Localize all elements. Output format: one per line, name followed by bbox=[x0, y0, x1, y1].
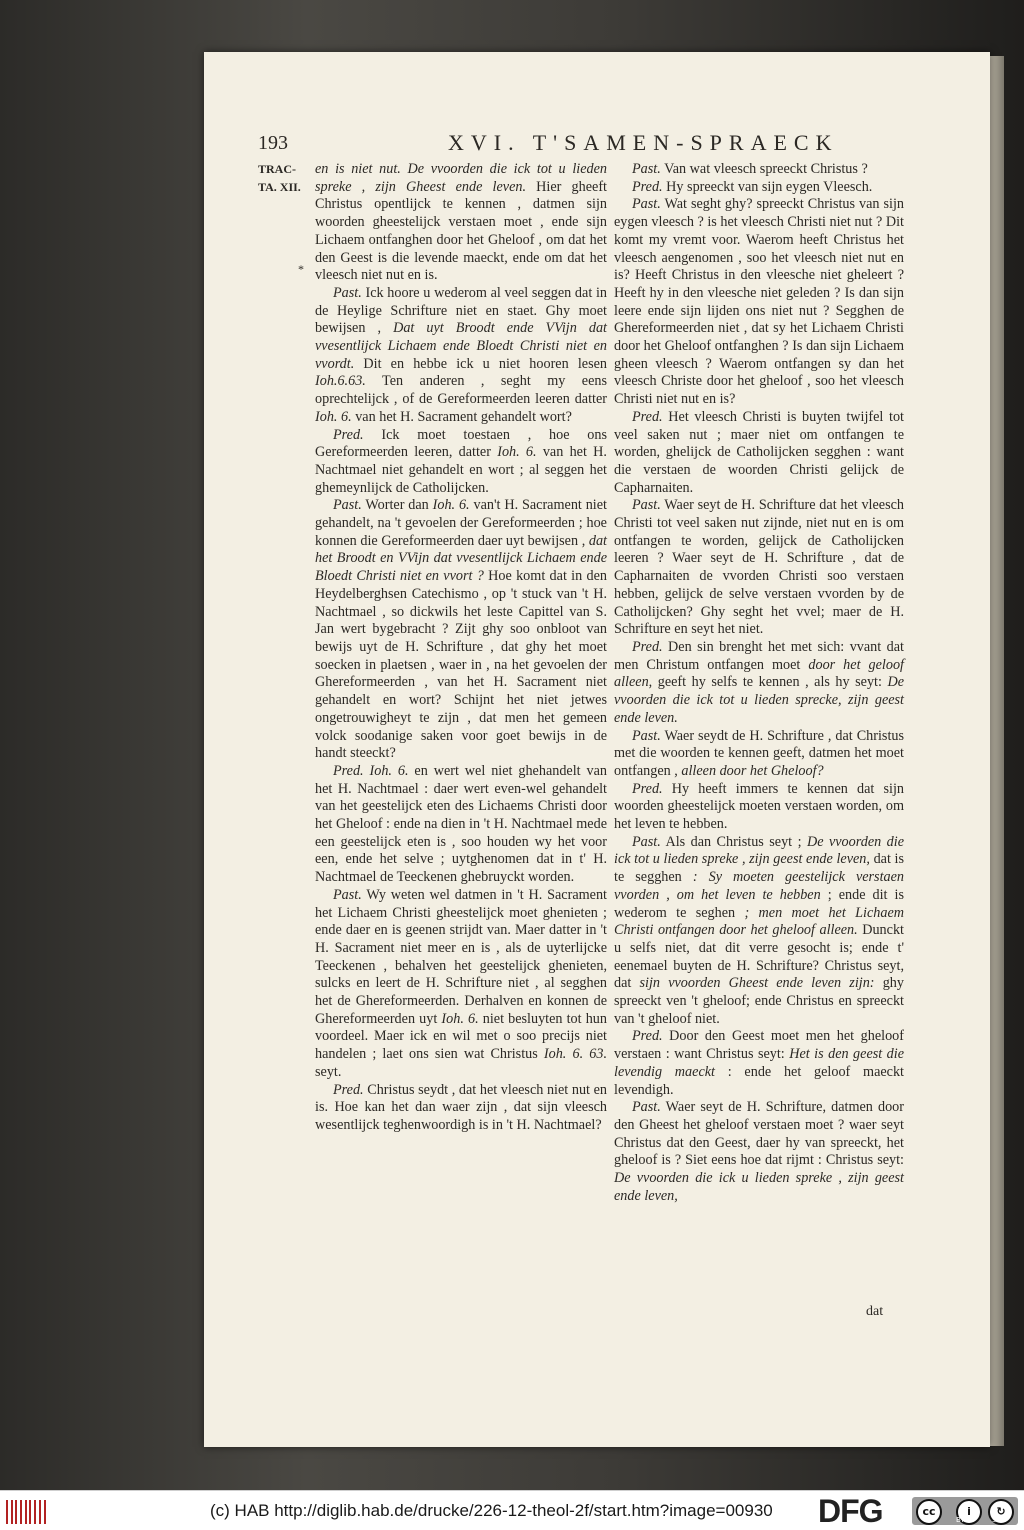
text-run: Hy spreeckt van sijn eygen Vleesch. bbox=[662, 178, 873, 195]
text-run: Past. bbox=[632, 833, 661, 850]
paragraph bbox=[614, 497, 904, 639]
text-run: Pred. bbox=[632, 1028, 663, 1045]
text-run: Ioh. 6. 63. bbox=[543, 1046, 607, 1063]
text-run: Pred. bbox=[632, 178, 663, 195]
text-run: Dunckt u selfs niet, dat dit verre gesocht is; ende t' eenemael buyten de H. Schrifture? Christus seyt, dat bbox=[614, 922, 904, 992]
margin-note-line-2: TA. XII. bbox=[258, 180, 301, 194]
text-run: Ten anderen , seght my eens oprechtelijck , of de Gereformeerden leeren datter bbox=[315, 373, 607, 408]
paragraph bbox=[614, 409, 904, 498]
text-run: Christus seydt , dat het vleesch niet nut en is. Hoe kan het dan waer zijn , dat sijn vleesch wesentlijck teghenwoordigh is in 't H. Nachtmael? bbox=[315, 1081, 607, 1133]
text-run: ; men moet het Lichaem Christi ontfangen door het gheloof alleen. bbox=[614, 904, 904, 939]
page-header bbox=[258, 132, 908, 160]
paragraph bbox=[315, 285, 607, 427]
text-run: dat is te segghen bbox=[614, 851, 905, 886]
text-run: Past. bbox=[333, 886, 362, 903]
paragraph bbox=[614, 639, 904, 728]
text-run: Als dan Christus seyt ; bbox=[660, 833, 807, 850]
text-run: De vvoorden die ick tot u lieden sprecke, zijn geest ende leven. bbox=[614, 674, 904, 726]
text-run: Het is den geest die levendig maeckt bbox=[614, 1046, 904, 1080]
paragraph bbox=[614, 161, 904, 179]
text-run: door het geloof alleen, bbox=[614, 656, 904, 691]
paragraph bbox=[614, 728, 904, 781]
text-run: Ick moet toestaen , hoe ons Gereformeerden leeren, datter bbox=[315, 426, 607, 461]
text-run: Dit en hebbe ick u niet hooren lesen bbox=[354, 355, 607, 372]
text-run: Waer seyt de H. Schrifture, datmen door den Gheest het gheloof verstaen moet ? waer seyt Christus dat den Geest, daer hy van spreeckt, het gheloof is ? Siet eens hoe dat rijmt : Christus seyt: bbox=[614, 1099, 904, 1169]
text-run: Worter dan bbox=[361, 497, 433, 514]
text-run: seyt. bbox=[315, 1063, 342, 1080]
barcode-icon bbox=[6, 1500, 50, 1524]
text-run: Ioh. 6. bbox=[315, 408, 352, 425]
paragraph bbox=[614, 179, 904, 197]
page-edge bbox=[990, 56, 1004, 1446]
paragraph bbox=[315, 1082, 607, 1135]
text-column-left bbox=[315, 161, 607, 1135]
paragraph bbox=[614, 1099, 904, 1205]
text-run: Hier gheeft Christus opentlijck te kennen , datmen sijn woorden gheestelijck verstaen moet , ende sijn Lichaem ontfanghen door het Gheloof , om dat het den Geest is die levende maeckt, ende om dat het vleesch niet nut en is. bbox=[315, 178, 607, 284]
margin-note bbox=[258, 160, 318, 196]
text-run: Hy heeft immers te kennen dat sijn woorden gheestelijck moeten verstaen worden, om het leven te hebben. bbox=[614, 780, 904, 833]
text-run: De vvoorden die ick u lieden spreke , zijn geest ende leven, bbox=[614, 1170, 904, 1204]
text-run: Ioh. 6. bbox=[369, 762, 409, 779]
text-run: Past. bbox=[632, 196, 661, 213]
text-run: Waer seyt de H. Schrifture dat het vleesch Christi tot veel saken nut zijnde, niet nut en is om ontfangen te worden, gelijck de Catholijcken leeren ? Waer seyt de H. Schrifture , dat de Capharnaiten de vvorden Christi soo verstaen hebben, gelijck de selve verstaen vvorden by de Catholijcken? Ghy seght het vvel; maer de H. Schrifture en seyt het niet. bbox=[614, 497, 904, 638]
text-run: De vvoorden die ick tot u lieden spreke , zijn geest ende leven, bbox=[614, 833, 904, 868]
paragraph bbox=[315, 887, 607, 1082]
text-run: Het vleesch Christi is buyten twijfel tot veel saken nut ; maer niet om ontfangen te worden, ghelijck de Catholijcken segghen : want die verstaen de woorden Christi gelijck de Capharnaiten. bbox=[614, 408, 904, 496]
text-run: Past. bbox=[632, 727, 661, 744]
text-run: van't H. Sacrament niet gehandelt, na 't gevoelen der Gereformeerden ; hoe konnen die Gereformeerden daer uyt bewijsen , bbox=[315, 497, 607, 549]
text-column-right bbox=[614, 161, 904, 1205]
dfg-logo: DFG bbox=[818, 1493, 883, 1529]
footer-bar bbox=[0, 1490, 1024, 1530]
text-run: Pred. bbox=[632, 638, 663, 655]
text-run: Ioh.6.63. bbox=[315, 373, 366, 390]
text-run: van het H. Sacrament gehandelt wort? bbox=[351, 408, 572, 425]
text-run: Past. bbox=[632, 1099, 661, 1116]
text-run: Pred. bbox=[632, 780, 663, 797]
paragraph bbox=[315, 161, 607, 285]
text-run: alleen door het Gheloof? bbox=[681, 762, 824, 779]
paragraph bbox=[614, 781, 904, 834]
text-run: niet besluyten tot hun voordeel. Maer ick en wil met o soo precijs niet handelen ; laet ons sien wat Christus bbox=[315, 1010, 607, 1063]
text-run: Pred. bbox=[333, 1081, 364, 1098]
text-run: : Sy moeten geestelijck verstaen vvorden , om het leven te hebben bbox=[614, 869, 905, 903]
paragraph bbox=[315, 497, 607, 763]
page-number: 193 bbox=[258, 132, 288, 154]
text-run: Ioh. 6. bbox=[497, 444, 537, 461]
text-run: en is niet nut. De vvoorden die ick tot u lieden spreke , zijn Gheest ende leven. bbox=[315, 161, 607, 195]
text-run: Pred. bbox=[333, 762, 364, 779]
text-run: sijn vvoorden Gheest ende leven zijn: bbox=[639, 975, 875, 992]
text-run: geeft hy selfs te kennen , als hy seyt: bbox=[652, 674, 888, 691]
paragraph bbox=[315, 763, 607, 887]
text-run: Past. bbox=[632, 161, 661, 177]
by-icon: i bbox=[956, 1499, 982, 1525]
text-run: Ick hoore u wederom al veel seggen dat in de Heylige Schrifture niet en staet. Ghy moet bewijsen , bbox=[315, 284, 607, 337]
text-run: Hoe komt dat in den Heydelberghsen Catechismo , op 't stuck van 't H. Nachtmael , so dickwils het leste Capittel van S. Jan wert bygebracht ? Zijt ghy soo onbloot van bewijs uyt de H. Schrifture , dat ghy het moet soecken in plaetsen , waer in , na het gevoelen der Ghereformeerden , van het H. Sacrament niet gehandelt en wort? Schijnt het niet jetwes ongetrouwigheyt te zijn , dat men het gemeen volck soodanige saken voor goet bewijs in de handt steeckt? bbox=[315, 568, 607, 762]
copyright-url[interactable]: (c) HAB http://diglib.hab.de/drucke/226-12-theol-2f/start.htm?image=00930 bbox=[210, 1501, 773, 1520]
margin-note-line-1: TRAC- bbox=[258, 162, 296, 176]
text-run: Den sin brenght het met sich: vvant dat men Christum ontfangen moet bbox=[614, 638, 904, 673]
text-run: en wert wel niet ghehandelt van het H. Nachtmael : daer wert even-wel gehandelt van het geestelijck eten des Lichaems Christi door het Gheloof : ende na dien in 't H. Nachtmael mede een geestelijck eten is , soo houden wy het voor een, ende het selve ; uytghenomen dat in t' H. Nachtmael de Teeckenen ghebruyckt worden. bbox=[315, 762, 607, 886]
text-run: Ioh. 6. bbox=[441, 1010, 479, 1027]
text-run: ghy spreeckt ven 't gheloof; ende Christus en spreeckt van 't gheloof niet. bbox=[614, 975, 904, 1027]
text-run: : ende het geloof maeckt levendigh. bbox=[614, 1063, 904, 1098]
text-run: Ioh. 6. bbox=[432, 497, 470, 514]
paragraph bbox=[614, 834, 904, 1029]
margin-asterisk: * bbox=[298, 262, 304, 276]
text-run: ; ende dit is wederom te seghen bbox=[614, 886, 904, 921]
text-run: dat het Broodt en VVijn dat vvesentlijck Lichaem ende Bloedt Christi niet en vvort ? bbox=[315, 532, 607, 585]
cc-license-badge[interactable] bbox=[912, 1497, 1018, 1525]
cc-icon: cc bbox=[916, 1499, 942, 1525]
text-run: Dat uyt Broodt ende VVijn dat vvesentlijck Lichaem ende Bloedt Christi niet en vvordt. bbox=[315, 320, 607, 372]
text-run: Past. bbox=[333, 497, 362, 514]
sa-icon: ↻ bbox=[988, 1499, 1014, 1525]
paragraph bbox=[315, 427, 607, 498]
text-run: Pred. bbox=[333, 426, 364, 443]
text-run: Waer seydt de H. Schrifture , dat Christus met die woorden te kennen geeft, datmen het moet ontfangen , bbox=[614, 727, 904, 779]
running-title: XVI. T'SAMEN-SPRAECK bbox=[448, 130, 839, 155]
text-run: Wy weten wel datmen in 't H. Sacrament het Lichaem Christi gheestelijck moet ghenieten ; ende daer en is geenen strijdt van. Maer datter in 't H. Sacrament niet meer en is , als de uyterlijcke Teeckenen , behalven het geestelijck ghenieten, sulcks en leert de H. Schrifture niet , al segghen het de Ghereformeerden. Derhalven en konnen de Ghereformeerden uyt bbox=[315, 886, 607, 1027]
text-run: Pred. bbox=[632, 408, 663, 425]
catchword: dat bbox=[866, 1304, 884, 1319]
text-run: Wat seght ghy? spreeckt Christus van sijn eygen vleesch ? is het vleesch Christi niet nut ? Dit komt my vremt voor. Waerom heeft Christus het vleesch aengenomen , soo het vleesch niet nut en is? Heeft Christus in den vleesche niet gheleert ? Heeft hy in den vleesche niet geleden ? Is dan sijn leere ende sijn lijden ons niet nut ? Segghen de Ghereformeerden niet , dat sy het Lichaem Christi door het Gheloof ontfanghen ? Is dan sijn Lichaem gheen vleesch ? Waerom ontfangen sy dan het vleesch Christe door het gheloof , soo het vleesch Christi niet nut en is? bbox=[614, 196, 904, 408]
paragraph bbox=[614, 196, 904, 408]
text-run: Past. bbox=[632, 497, 661, 514]
text-run: Door den Geest moet men het gheloof verstaen : want Christus seyt: bbox=[614, 1028, 904, 1063]
sa-label: SA bbox=[992, 1516, 1002, 1524]
text-run: Past. bbox=[333, 284, 362, 301]
by-label: BY bbox=[956, 1516, 965, 1524]
text-run: van het H. Nachtmael niet gehandelt en wort ; al seggen het ghemeynlijck de Catholijcken. bbox=[315, 444, 607, 496]
text-run: Van wat vleesch spreeckt Christus ? bbox=[660, 161, 868, 177]
paragraph bbox=[614, 1028, 904, 1099]
